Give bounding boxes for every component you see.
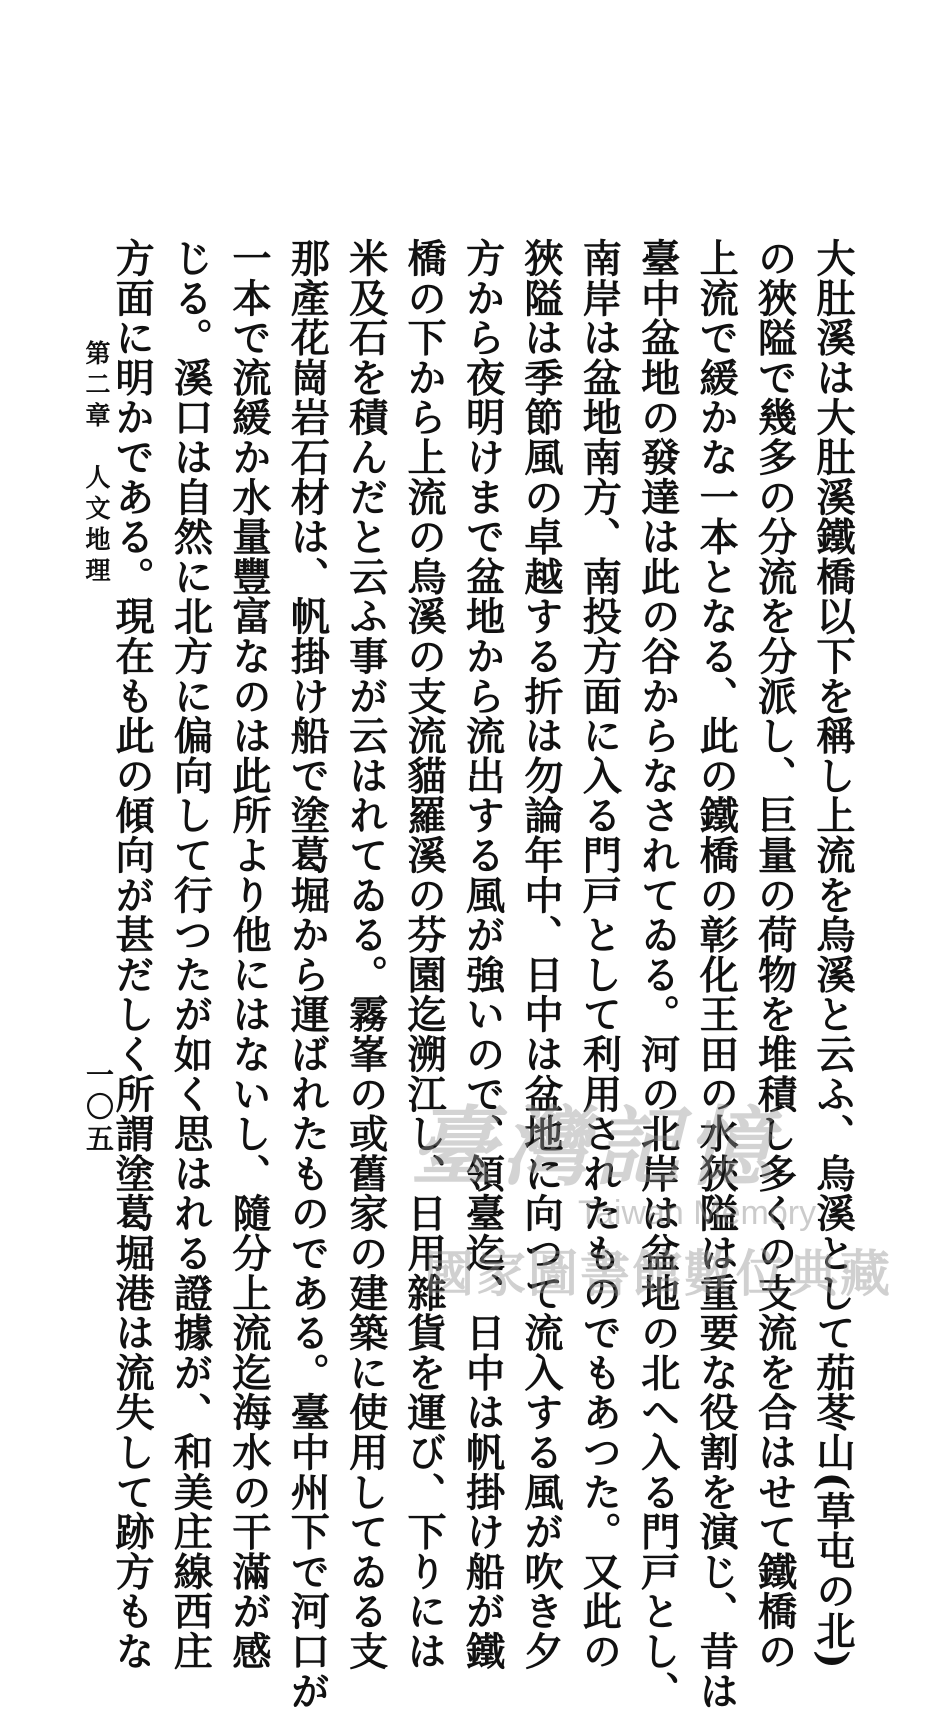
text-column: 狹隘は季節風の卓越する折は勿論年中、日中は盆地に向つて流入する風が吹き夕 bbox=[517, 238, 564, 1671]
page-number: 一〇五 bbox=[82, 1060, 115, 1156]
text-column: 一本で流緩か水量豐富なのは此所より他にはないし、隨分上流迄海水の干滿が感 bbox=[225, 238, 272, 1671]
text-column: 方から夜明けまで盆地から流出する風が強いので、領臺迄、日中は帆掛け船が鐵 bbox=[459, 238, 506, 1671]
text-column: 臺中盆地の發達は此の谷からなされてゐる。河の北岸は盆地の北へ入る門戸とし、 bbox=[634, 238, 681, 1711]
text-column: 方面に明かである。現在も此の傾向が甚だしく所謂塗葛堀港は流失して跡方もな bbox=[109, 238, 156, 1671]
text-column: 米及石を積んだと云ふ事が云はれてゐる。霧峯の或舊家の建築に使用してゐる支 bbox=[342, 238, 389, 1671]
text-column: 那產花崗岩石材は、帆掛け船で塗葛堀から運ばれたものである。臺中州下で河口が bbox=[284, 238, 331, 1711]
watermark-subtitle: Taiwan Memory bbox=[578, 1194, 817, 1232]
text-column: 上流で緩かな一本となる、此の鐵橋の彰化王田の水狹隘は重要な役割を演じ、昔は bbox=[693, 238, 740, 1711]
text-column: 南岸は盆地南方、南投方面に入る門戸として利用されたものでもあつた。又此の bbox=[576, 238, 623, 1671]
text-column: 大肚溪は大肚溪鐵橋以下を稱し上流を烏溪と云ふ、烏溪として茄苳山(草屯の北) bbox=[810, 238, 856, 1670]
running-head: 第二章 人文地理 bbox=[82, 340, 111, 588]
watermark-organization: 國家圖書館數位典藏 bbox=[424, 1245, 892, 1303]
text-column: じる。溪口は自然に北方に偏向して行つたが如く思はれる證據が、和美庄線西庄 bbox=[167, 238, 214, 1671]
text-column: の狹隘で幾多の分流を分派し、巨量の荷物を堆積し多くの支流を合はせて鐵橋の bbox=[751, 238, 798, 1671]
text-column: 橋の下から上流の烏溪の支流貓羅溪の芬園迄溯江し、日用雜貨を運び、下りには bbox=[401, 238, 448, 1671]
watermark-title: 臺灣記憶 bbox=[410, 1097, 778, 1198]
